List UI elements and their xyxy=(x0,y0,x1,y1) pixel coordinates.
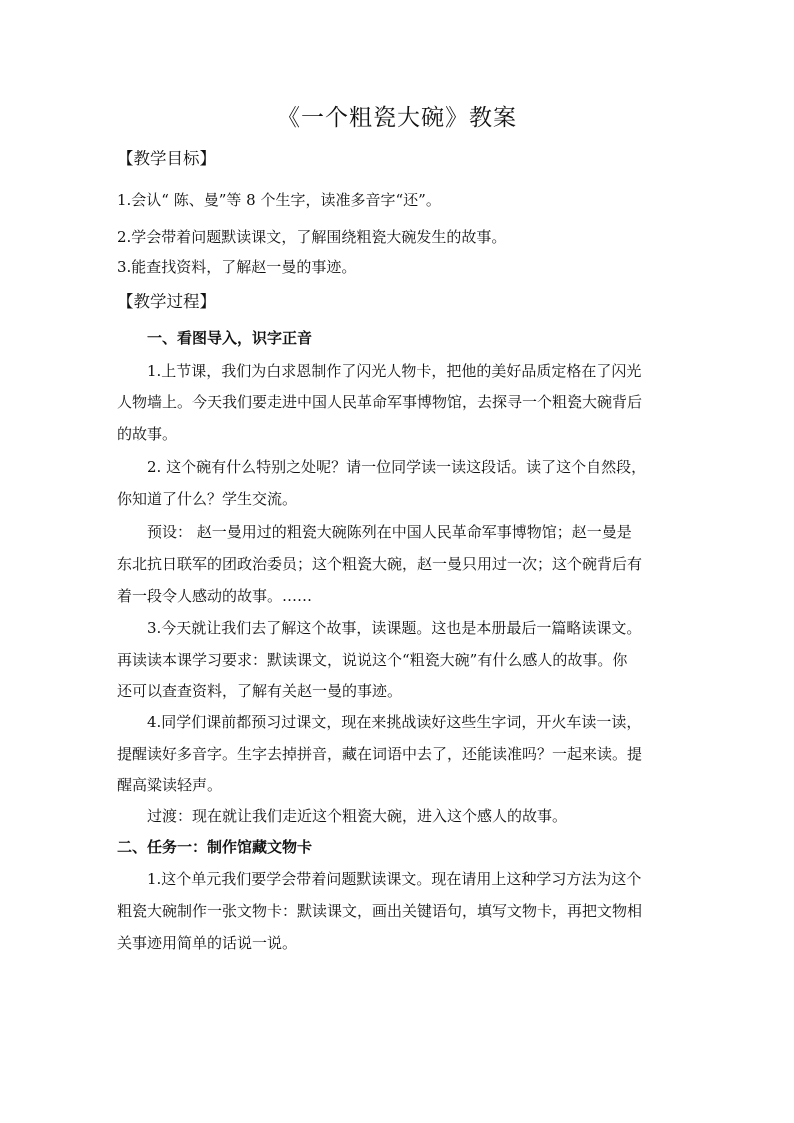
paragraph-line: 3.今天就让我们去了解这个故事，读课题。这也是本册最后一篇略读课文。 xyxy=(147,619,642,637)
paragraph-line: 关事迹用简单的话说一说。 xyxy=(117,934,298,952)
goal-item: 3.能查找资料，了解赵一曼的事迹。 xyxy=(117,258,357,276)
paragraph-line: 提醒读好多音字。生字去掉拼音，藏在词语中去了，还能读准吗？一起来读。提 xyxy=(117,745,643,763)
paragraph-line: 还可以查查资料，了解有关赵一曼的事迹。 xyxy=(117,682,403,700)
paragraph-line: 4.同学们课前都预习过课文，现在来挑战读好这些生字词，开火车读一读， xyxy=(147,713,642,731)
paragraph-line: 过渡：现在就让我们走近这个粗瓷大碗，进入这个感人的故事。 xyxy=(147,807,568,825)
paragraph-line: 着一段令人感动的故事。…… xyxy=(117,587,313,605)
page-title: 《一个粗瓷大碗》教案 xyxy=(277,105,517,131)
paragraph-line: 再读读本课学习要求：默读课文，说说这个“粗瓷大碗”有什么感人的故事。你 xyxy=(117,651,628,669)
paragraph-line: 醒高粱读轻声。 xyxy=(117,776,223,794)
paragraph-line: 1.上节课，我们为白求恩制作了闪光人物卡，把他的美好品质定格在了闪光 xyxy=(147,362,642,380)
paragraph-line: 2. 这个碗有什么特别之处呢？请一位同学读一读这段话。读了这个自然段， xyxy=(147,458,647,476)
paragraph-line: 粗瓷大碗制作一张文物卡：默读课文，画出关键语句，填写文物卡，再把文物相 xyxy=(117,902,643,920)
paragraph-line: 预设： 赵一曼用过的粗瓷大碗陈列在中国人民革命军事博物馆；赵一曼是 xyxy=(147,523,632,541)
paragraph-line: 的故事。 xyxy=(117,425,178,443)
process-heading: 【教学过程】 xyxy=(117,292,216,311)
paragraph-line: 东北抗日联军的团政治委员；这个粗瓷大碗，赵一曼只用过一次；这个碗背后有 xyxy=(117,555,643,573)
goal-item: 2.学会带着问题默读课文，了解围绕粗瓷大碗发生的故事。 xyxy=(117,228,507,246)
goal-item: 1.会认“ 陈、曼”等 8 个生字，读准多音字“还”。 xyxy=(117,191,441,209)
paragraph-line: 1.这个单元我们要学会带着问题默读课文。现在请用上这种学习方法为这个 xyxy=(147,870,642,888)
goals-heading: 【教学目标】 xyxy=(117,149,216,168)
paragraph-line: 你知道了什么？学生交流。 xyxy=(117,490,298,508)
part2-heading: 二、任务一：制作馆藏文物卡 xyxy=(117,838,313,856)
paragraph-line: 人物墙上。今天我们要走进中国人民革命军事博物馆，去探寻一个粗瓷大碗背后 xyxy=(117,393,643,411)
part1-heading: 一、看图导入，识字正音 xyxy=(147,329,313,347)
